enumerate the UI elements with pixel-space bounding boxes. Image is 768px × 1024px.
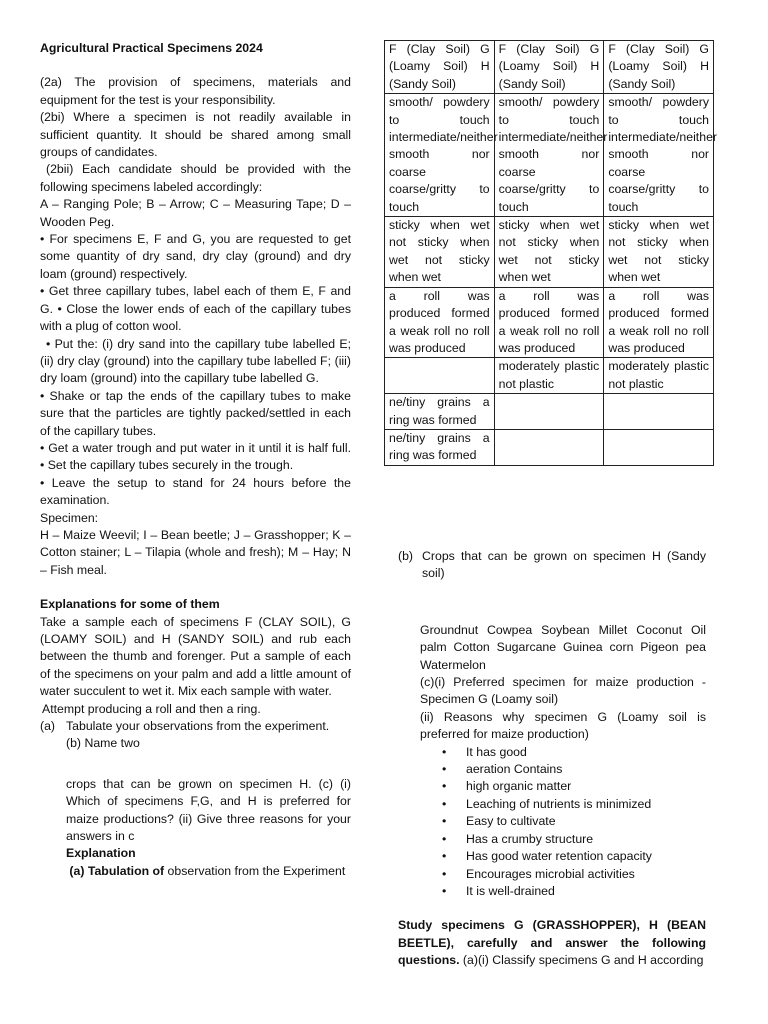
- table-cell: sticky when wet not sticky when wet not sticky when wet: [385, 217, 495, 288]
- page-title: Agricultural Practical Specimens 2024: [40, 41, 263, 55]
- table-row: [385, 429, 714, 465]
- study-rest: (a)(i) Classify specimens G and H according: [459, 953, 704, 968]
- table-cell: moderately plastic not plastic: [604, 358, 714, 394]
- table-row: [385, 358, 714, 394]
- list-item: [398, 831, 706, 848]
- study-paragraph: [398, 917, 706, 969]
- instruction-bullet-1: • For specimens E, F and G, you are requested to get some quantity of dry sand, dry clay (ground) and dry loam (ground) respectively.: [40, 232, 351, 281]
- table-cell: a roll was produced formed a weak roll no roll was produced: [385, 287, 495, 358]
- crops-list: Groundnut Cowpea Soybean Millet Coconut Oil palm Cotton Sugarcane Guinea corn Pigeon pea Watermelon: [420, 622, 706, 672]
- instruction-bullet-6: • Leave the setup to stand for 24 hours before the examination.: [40, 475, 351, 508]
- explanation-label: Explanation: [66, 846, 136, 861]
- right-column: [398, 548, 706, 970]
- answer-b-label: (b): [398, 549, 414, 563]
- table-row: [385, 94, 714, 217]
- table-cell: ne/tiny grains a ring was formed: [385, 429, 495, 465]
- bullet-icon: •: [442, 762, 447, 777]
- list-item: [398, 796, 706, 813]
- list-item: [398, 883, 706, 900]
- bullet-icon: •: [442, 814, 447, 829]
- bullet-icon: •: [442, 796, 447, 811]
- study-bold: Study specimens G (GRASSHOPPER), H (BEAN BEETLE), carefully and answer the following questions.: [398, 918, 706, 968]
- list-item-text: It is well-drained: [466, 883, 555, 898]
- table-cell: F (Clay Soil) G (Loamy Soil) H (Sandy Soil): [494, 41, 604, 94]
- list-item: [398, 813, 706, 830]
- paragraph-2bii: (2bii) Each candidate should be provided with the following specimens labeled accordingly:: [40, 162, 351, 194]
- specimen-list-h-n: H – Maize Weevil; I – Bean beetle; J – Grasshopper; K – Cotton stainer; L – Tilapia (whole and fresh); M – Hay; N – Fish meal.: [40, 527, 351, 577]
- table-cell: moderately plastic not plastic: [494, 358, 604, 394]
- bullet-icon: •: [442, 831, 447, 846]
- bullet-icon: •: [442, 849, 447, 864]
- answers-block: [398, 622, 706, 744]
- list-item-text: Has a crumby structure: [466, 831, 594, 846]
- list-item: [398, 744, 706, 761]
- table-cell: [494, 429, 604, 465]
- answer-b: [398, 548, 706, 583]
- question-b-continued: crops that can be grown on specimen H. (c) (i) Which of specimens F,G, and H is preferred for maize productions? (ii) Give three reasons for your answers in c: [66, 776, 351, 844]
- answer-c-ii: (ii) Reasons why specimen G (Loamy soil is preferred for maize production): [420, 709, 706, 742]
- table-cell: smooth/ powdery to touch intermediate/neither smooth nor coarse coarse/gritty to touch: [494, 94, 604, 217]
- table-cell: smooth/ powdery to touch intermediate/neither smooth nor coarse coarse/gritty to touch: [604, 94, 714, 217]
- list-item-text: Encourages microbial activities: [466, 866, 635, 881]
- table-cell: F (Clay Soil) G (Loamy Soil) H (Sandy Soil): [385, 41, 495, 94]
- table-cell: sticky when wet not sticky when wet not sticky when wet: [604, 217, 714, 288]
- table-cell: a roll was produced formed a weak roll no roll was produced: [494, 287, 604, 358]
- table-cell: [494, 394, 604, 430]
- list-item-text: Easy to cultivate: [466, 814, 556, 829]
- list-item: [398, 848, 706, 865]
- bullet-icon: •: [442, 779, 447, 794]
- tabulation-bold: (a) Tabulation of: [69, 863, 165, 878]
- instruction-bullet-5: • Get a water trough and put water in it until it is half full. • Set the capillary tubes securely in the trough.: [40, 440, 351, 473]
- specimen-label: Specimen:: [40, 510, 99, 525]
- specimen-list-a-d: A – Ranging Pole; B – Arrow; C – Measuring Tape; D – Wooden Peg.: [40, 197, 351, 229]
- list-item-text: aeration Contains: [466, 762, 563, 777]
- table-cell: [604, 429, 714, 465]
- explanations-text: Take a sample each of specimens F (CLAY SOIL), G (LOAMY SOIL) and H (SANDY SOIL) and rub each between the thumb and forenger. Put a sample of each of the specimens on your palm and add a little amount of water succulent to wet it. Mix each sample with water.: [40, 614, 351, 699]
- table-cell: F (Clay Soil) G (Loamy Soil) H (Sandy Soil): [604, 41, 714, 94]
- table-cell: [385, 358, 495, 394]
- reasons-list: [398, 744, 706, 901]
- question-a: [40, 718, 351, 735]
- paragraph-2a: (2a) The provision of specimens, materials and equipment for the test is your responsibility.: [40, 75, 351, 107]
- table-cell: sticky when wet not sticky when wet not sticky when wet: [494, 217, 604, 288]
- table-row: [385, 41, 714, 94]
- table-row: [385, 287, 714, 358]
- table-cell: smooth/ powdery to touch intermediate/neither smooth nor coarse coarse/gritty to touch: [385, 94, 495, 217]
- question-b-text: (b) Name two: [66, 736, 140, 751]
- question-a-text: Tabulate your observations from the experiment.: [66, 719, 330, 734]
- tabulation-line: [40, 863, 351, 880]
- list-item: [398, 778, 706, 795]
- table-cell: [604, 394, 714, 430]
- explanations-heading: Explanations for some of them: [40, 597, 220, 612]
- left-column: [40, 40, 351, 880]
- table-row: [385, 394, 714, 430]
- answer-b-text: Crops that can be grown on specimen H (Sandy soil): [422, 549, 706, 581]
- bullet-icon: •: [442, 866, 447, 881]
- instruction-bullet-2: • Get three capillary tubes, label each of them E, F and G. • Close the lower ends of each of the capillary tubes with a plug of cotton wool.: [40, 284, 351, 334]
- list-item-text: It has good: [466, 744, 527, 759]
- instruction-bullet-3: • Put the: (i) dry sand into the capillary tube labelled E; (ii) dry clay (ground) into the capillary tube labelled F; (iii) dry loam (ground) into the capillary tube labelled G.: [40, 336, 351, 386]
- paragraph-2bi: (2bi) Where a specimen is not readily available in sufficient quantity. It should be shared among small groups of candidates.: [40, 110, 351, 160]
- answer-c-i: (c)(i) Preferred specimen for maize production - Specimen G (Loamy soil): [420, 675, 706, 707]
- list-item: [398, 866, 706, 883]
- list-item: [398, 761, 706, 778]
- question-a-label: (a): [40, 719, 56, 734]
- list-item-text: Has good water retention capacity: [466, 849, 652, 864]
- tabulation-rest: observation from the Experiment: [164, 863, 346, 878]
- bullet-icon: •: [442, 744, 447, 759]
- attempt-text: Attempt producing a roll and then a ring.: [42, 701, 261, 716]
- instruction-bullet-4: • Shake or tap the ends of the capillary tubes to make sure that the particles are tightly packed/settled in each of the capillary tubes.: [40, 388, 351, 438]
- list-item-text: Leaching of nutrients is minimized: [466, 796, 652, 811]
- bullet-icon: •: [442, 883, 447, 898]
- list-item-text: high organic matter: [466, 779, 572, 794]
- observation-table: [384, 40, 717, 466]
- table-row: [385, 217, 714, 288]
- table-cell: a roll was produced formed a weak roll no roll was produced: [604, 287, 714, 358]
- table-cell: ne/tiny grains a ring was formed: [385, 394, 495, 430]
